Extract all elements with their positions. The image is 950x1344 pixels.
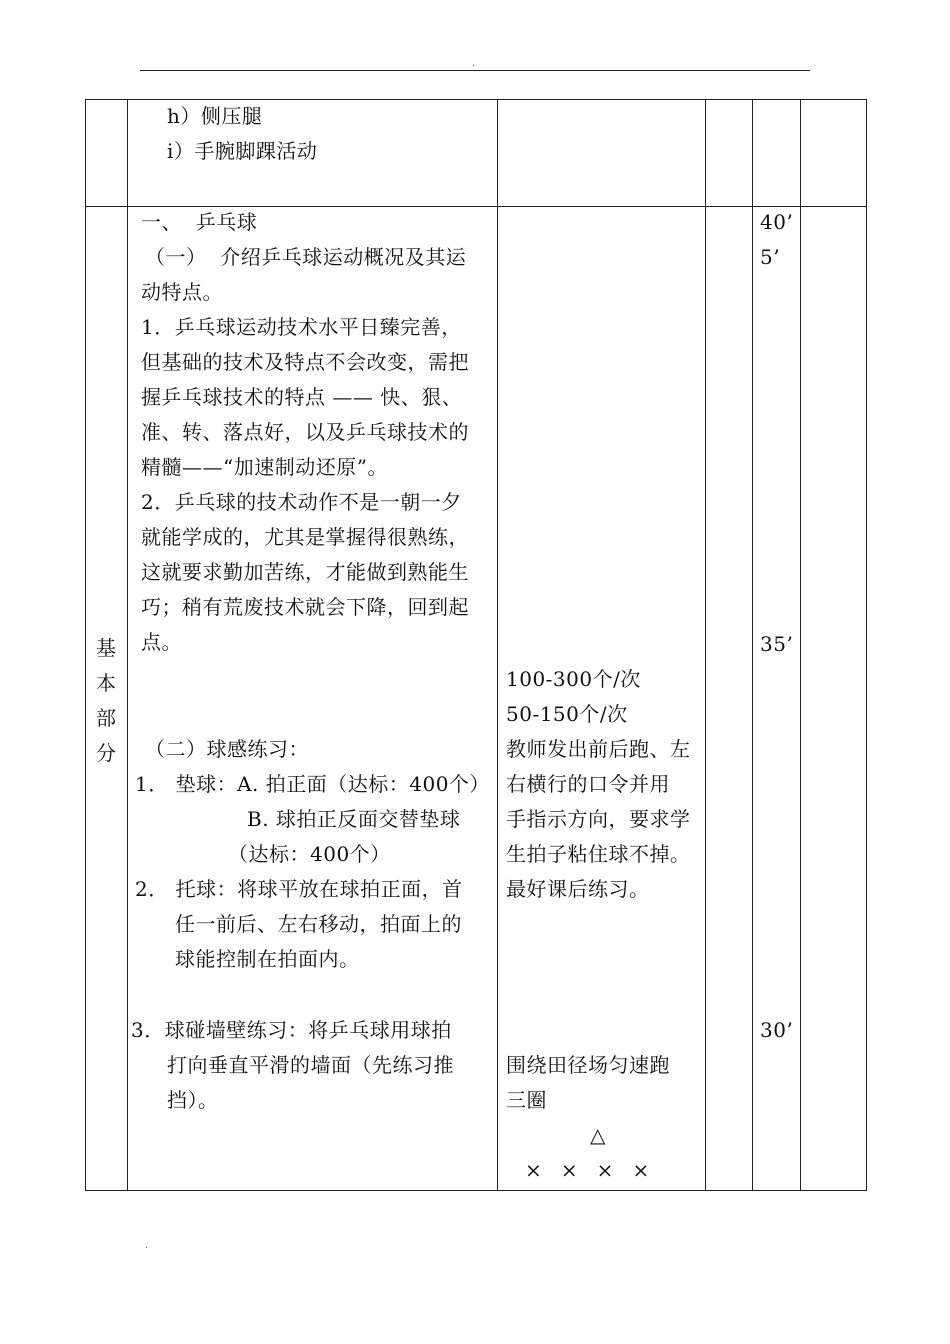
practice-line: 2． 托球：将球平放在球拍正面，首 <box>135 877 463 901</box>
method-line: 生拍子粘住球不掉。 <box>506 842 691 866</box>
section-label-char: 部 <box>96 706 116 730</box>
section-label-char: 基 <box>96 636 116 660</box>
col-divider-3 <box>705 99 706 1191</box>
practice-line: （达标：400个） <box>228 842 391 866</box>
method-line: 100-300个/次 <box>506 667 641 691</box>
content-line: 但基础的技术及特点不会改变，需把 <box>141 350 469 374</box>
warmup-item-h: h）侧压腿 <box>167 104 263 128</box>
practice-line: 1． 垫球：A. 拍正面（达标：400个） <box>135 772 490 796</box>
col-divider-1 <box>127 99 128 1191</box>
footer-dot: . <box>145 1240 149 1251</box>
wall-practice-line: 3．球碰墙壁练习：将乒乓球用球拍 <box>131 1018 452 1042</box>
section-label-char: 本 <box>96 671 116 695</box>
col-divider-2 <box>497 99 498 1191</box>
practice-line: 任一前后、左右移动，拍面上的 <box>175 912 462 936</box>
method-line: 右横行的口令并用 <box>506 772 670 796</box>
header-rule <box>140 70 810 71</box>
practice-line: 球能控制在拍面内。 <box>175 947 360 971</box>
time-value: 35’ <box>760 632 794 656</box>
content-line: 点。 <box>141 630 182 654</box>
content-line: 这就要求勤加苦练，才能做到熟能生 <box>141 560 469 584</box>
wall-practice-line: 打向垂直平滑的墙面（先练习推 <box>167 1053 454 1077</box>
content-line: 2．乒乓球的技术动作不是一朝一夕 <box>141 490 462 514</box>
run-line: 围绕田径场匀速跑 <box>506 1053 670 1077</box>
table-right-border <box>866 99 867 1191</box>
time-value: 30’ <box>760 1018 794 1042</box>
run-line: 三圈 <box>506 1088 547 1112</box>
content-line: 动特点。 <box>141 280 223 304</box>
content-line: 就能学成的，尤其是掌握得很熟练， <box>141 525 469 549</box>
section-label-char: 分 <box>96 741 116 765</box>
content-line: 精髓——“加速制动还原”。 <box>141 455 388 479</box>
practice-line: B. 球拍正反面交替垫球 <box>247 807 461 831</box>
content-line: 准、转、落点好，以及乒乓球技术的 <box>141 420 469 444</box>
content-line: （一） 介绍乒乓球运动概况及其运 <box>145 245 467 269</box>
student-cross-marks: × × × × <box>525 1158 650 1182</box>
time-value: 40’ <box>760 210 794 234</box>
content-line: 1．乒乓球运动技术水平日臻完善， <box>141 315 462 339</box>
col-divider-4 <box>752 99 753 1191</box>
method-line: 最好课后练习。 <box>506 877 650 901</box>
practice-title: （二）球感练习： <box>145 737 309 761</box>
header-dot: . <box>472 58 476 69</box>
col-divider-5 <box>800 99 801 1191</box>
table-bottom-border <box>85 1190 867 1191</box>
method-line: 50-150个/次 <box>506 702 628 726</box>
wall-practice-line: 挡）。 <box>167 1088 219 1112</box>
section-label <box>85 631 127 771</box>
method-line: 教师发出前后跑、左 <box>506 737 691 761</box>
time-value: 5’ <box>760 245 781 269</box>
content-line: 一、 乒乓球 <box>141 210 258 234</box>
warmup-item-i: i）手腕脚踝活动 <box>167 139 318 163</box>
method-line: 手指示方向，要求学 <box>506 807 691 831</box>
content-line: 巧；稍有荒废技术就会下降，回到起 <box>141 595 469 619</box>
teacher-triangle-mark: △ <box>590 1123 606 1147</box>
content-line: 握乒乓球技术的特点 —— 快、狠、 <box>141 385 463 409</box>
lesson-plan-table <box>85 99 867 1191</box>
